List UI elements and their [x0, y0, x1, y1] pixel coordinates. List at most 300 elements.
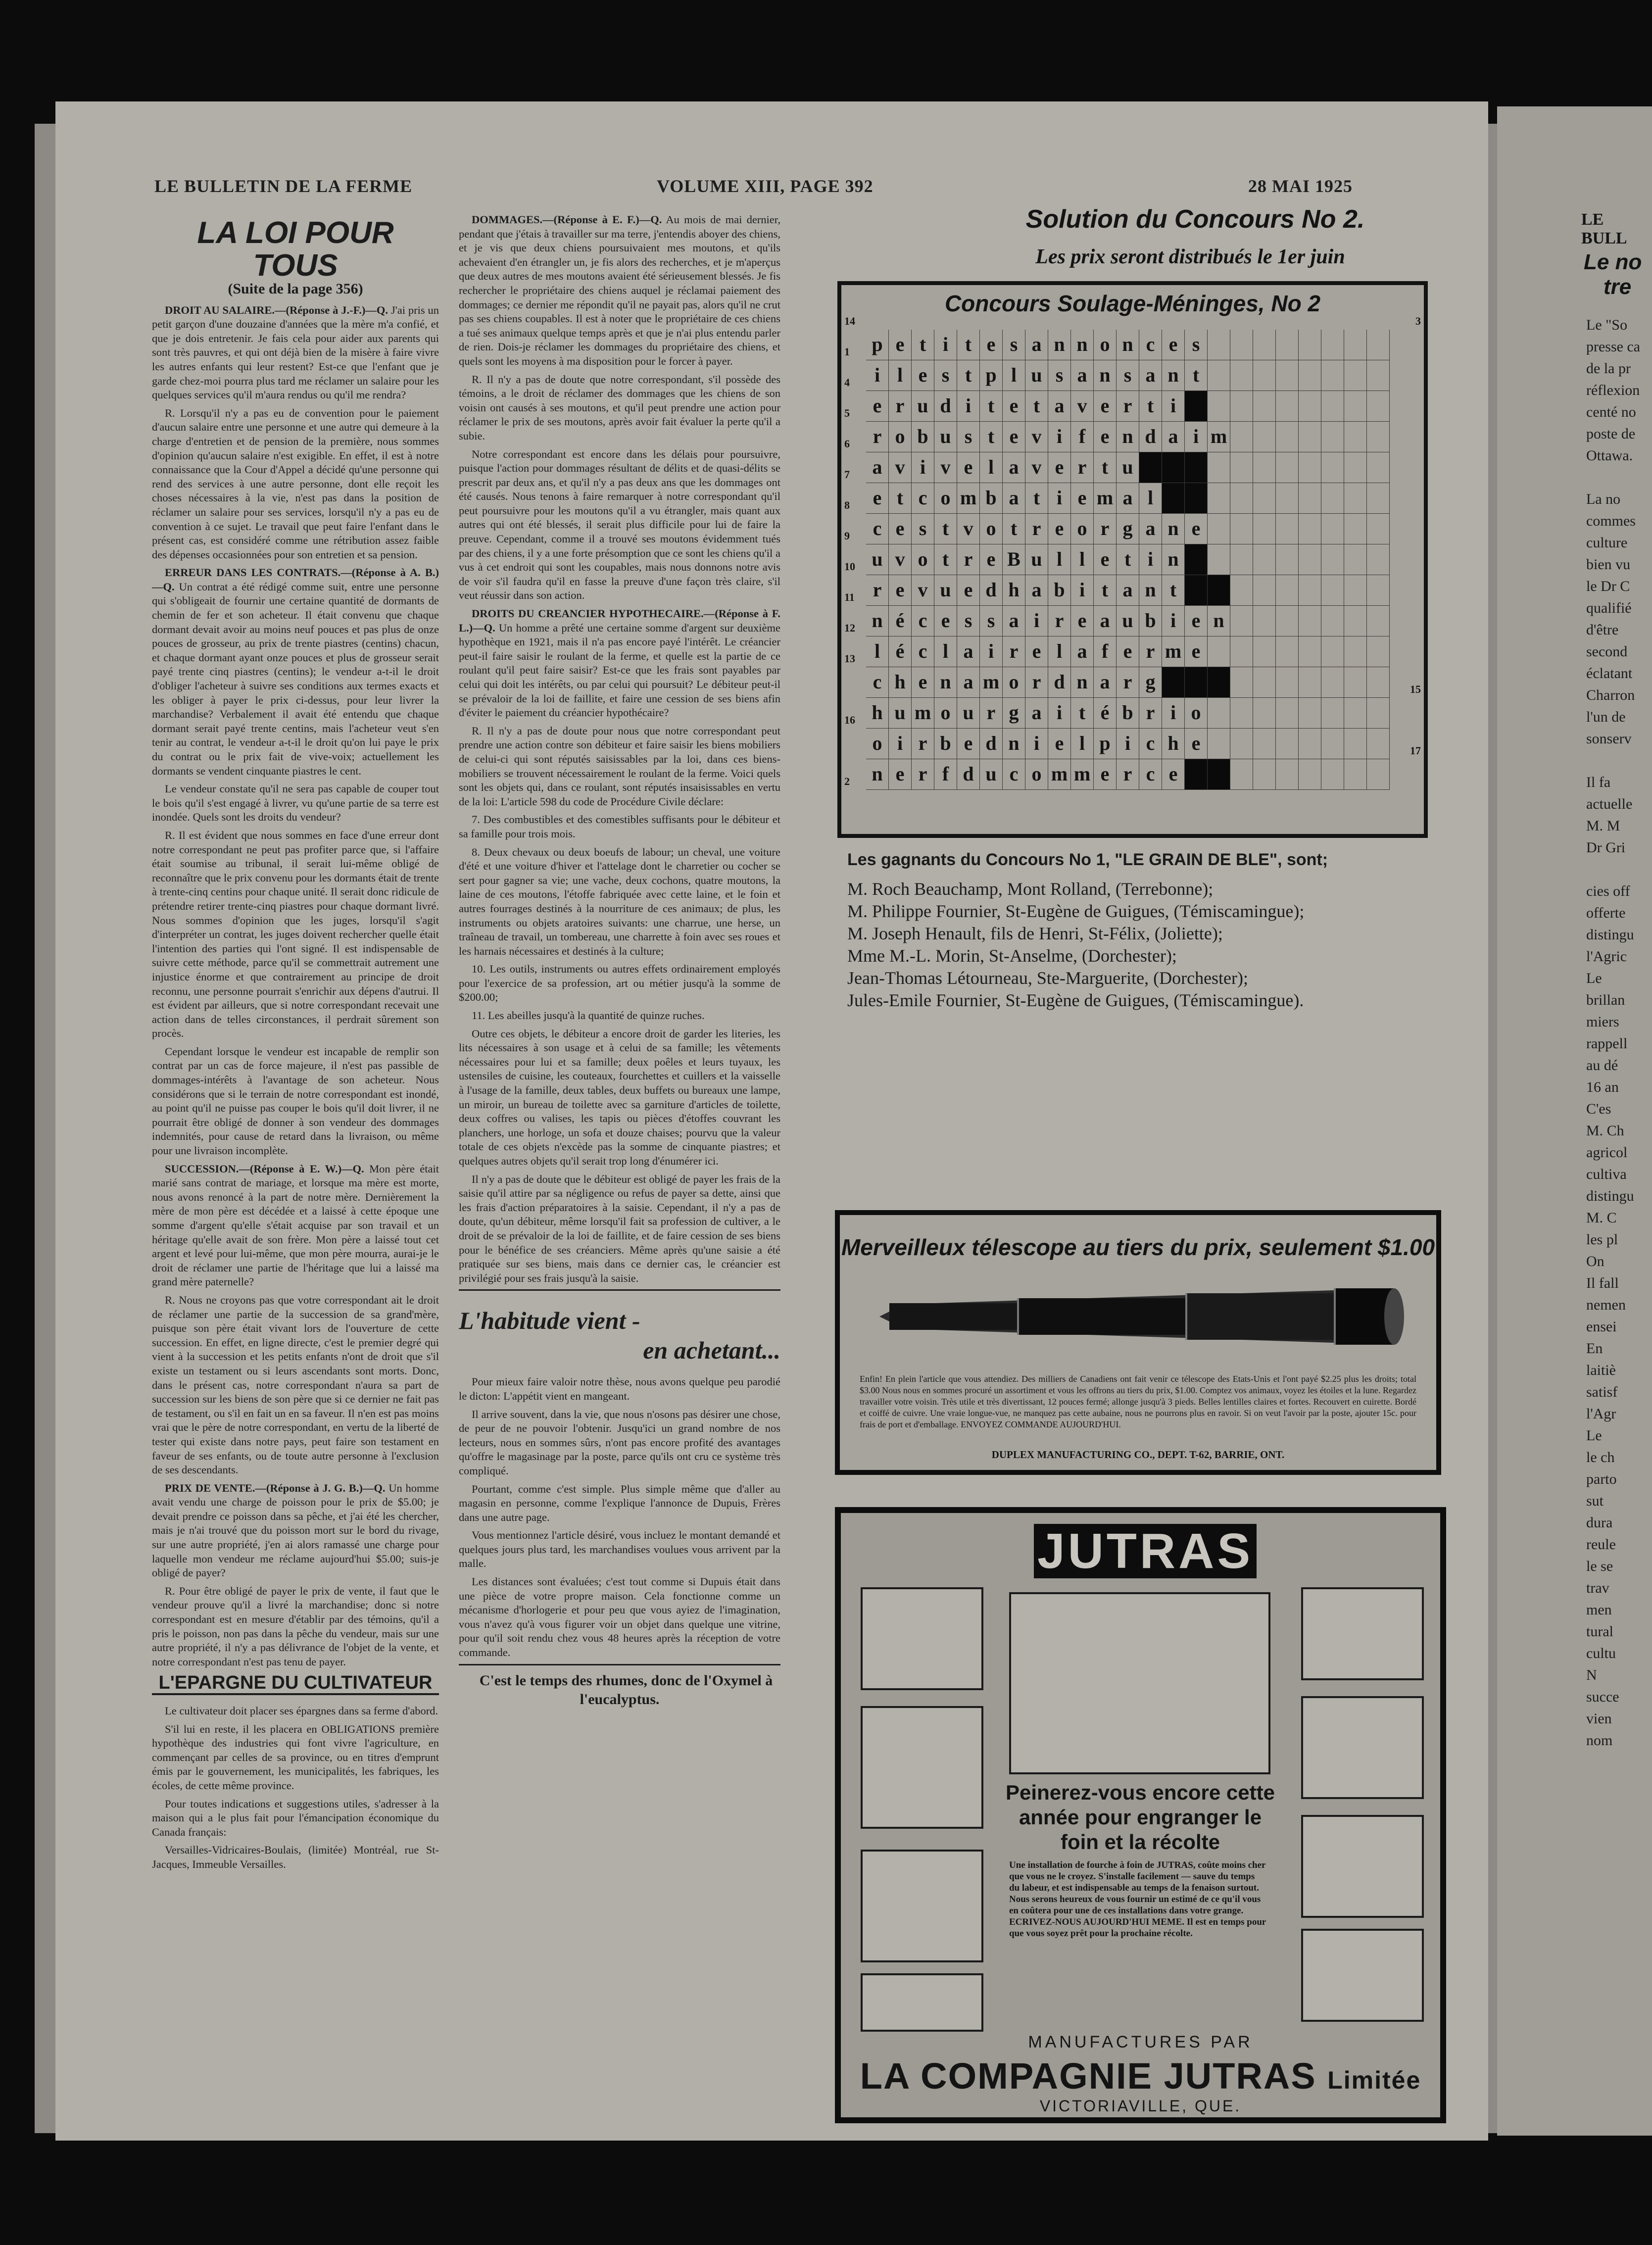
- next-page-line: l'Agr: [1586, 1406, 1616, 1422]
- crossword-cell: [1230, 330, 1253, 360]
- crossword-cell: t: [1117, 544, 1139, 575]
- crossword-cell: i: [1117, 729, 1139, 759]
- crossword-cell: [1253, 544, 1276, 575]
- article-paragraph: [152, 829, 439, 1041]
- question-lead: DROITS DU CREANCIER HYPOTHECAIRE.—(Réponse à F. L.)—Q.: [459, 607, 780, 634]
- crossword-cell: c: [912, 636, 934, 667]
- crossword-cell: [1253, 422, 1276, 452]
- next-page-line: le se: [1586, 1558, 1613, 1574]
- crossword-cell: v: [1071, 391, 1094, 422]
- track-illustration: [1301, 1587, 1424, 1680]
- crossword-cell: u: [866, 544, 889, 575]
- running-head-volume: VOLUME XIII, PAGE 392: [657, 176, 874, 196]
- crossword-cell: [1276, 759, 1299, 790]
- paragraph-text: Notre correspondant est encore dans les délais pour poursuivre, puisque l'action pour dommages résultant de délits et de quasi-délits se prescrit par deux ans, et qu'il n'y a pas deux ans que les dommages ont été causés. Nous tenons à faire remarquer à notre correspondant qu'il peut poursuivre pour les moutons qu'il a vu étrangler, mais quant aux autres qui ont été blessés, il serait plus difficile pour lui de faire la preuve. Cependant, comme il a trouvé ses moutons évidemment tués par des chiens, il y a une forte présomption que ce sont les chiens qu'il a vus à cet endroit qui sont les coupables, mais nous donnons notre avis de voir s'il faudra qu'il en fasse la preuve d'une façon très claire, s'il veut réussir dans son action.: [459, 447, 780, 602]
- crossword-cell: n: [1162, 360, 1185, 391]
- winner-entry: M. Joseph Henault, fils de Henri, St-Félix, (Joliette);: [847, 924, 1223, 943]
- crossword-cell: [1208, 483, 1230, 514]
- crossword-cell: n: [1162, 514, 1185, 544]
- crossword-clue-number: 13: [844, 652, 855, 665]
- next-page-line: dura: [1586, 1514, 1613, 1531]
- crossword-cell: d: [957, 759, 980, 790]
- crossword-cell: [1208, 360, 1230, 391]
- article-paragraph: [152, 782, 439, 825]
- winner-entry: M. Roch Beauchamp, Mont Rolland, (Terrebonne);: [847, 879, 1214, 899]
- crossword-cell: e: [889, 514, 912, 544]
- crossword-cell: c: [912, 483, 934, 514]
- next-page-line: Le: [1586, 970, 1602, 986]
- jutras-limited: Limitée: [1327, 2066, 1421, 2094]
- crossword-clue-number: 7: [844, 468, 850, 481]
- crossword-cell: r: [866, 422, 889, 452]
- crossword-cell: [1230, 606, 1253, 636]
- crossword-cell: [1367, 483, 1390, 514]
- crossword-cell: t: [1025, 483, 1048, 514]
- next-page-line: On: [1586, 1253, 1604, 1269]
- next-page-line: En: [1586, 1340, 1603, 1357]
- crossword-cell: [1276, 452, 1299, 483]
- crossword-clue-number: 10: [844, 560, 855, 573]
- crossword-cell: [1276, 667, 1299, 698]
- crossword-cell: [1208, 575, 1230, 606]
- crossword-cell: n: [1048, 330, 1071, 360]
- crossword-cell: b: [1048, 575, 1071, 606]
- next-page-line: au dé: [1586, 1057, 1618, 1074]
- paragraph-text: R. Nous ne croyons pas que votre correspondant ait le droit de réclamer une partie de la succession de sa grand'mère, puisque son père était vivant lors de l'ouverture de cette succession. En effet, en ligne directe, c'est le premier degré qui vient à la succession et les petits enfants n'ont de droit que s'il existe un testament ou si leurs ascendants sont morts. Donc, dans le présent cas, notre correspondant n'aura sa part de succession sur les biens de son père que si ce dernier ne fait pas de testament, ou s'il en fait un en sa faveur. Il n'en est pas moins vrai que le père de notre correspondant, en vertu de la liberté de tester qui existe dans notre pays, peut faire son testament en faveur de ses enfants, ou de toute autre personne à l'exclusion de ses descendants.: [152, 1293, 439, 1476]
- crossword-solution: [837, 281, 1428, 838]
- paragraph-text: Un homme a prêté une certaine somme d'argent sur deuxième hypothèque en 1921, mais il n'a pas encore payé l'intérêt. Le créancier peut-il faire saisir le roulant de la ferme, et quelle est la partie de ce roulant qu'il peut faire saisir? Est-ce que les frais sont payables par celui qui doit les intérêts, ou par celui qui poursuit? Le débiteur peut-il se prévaloir de la loi de faillite, et faire une cession de ses biens afin d'éviter le paiement du créancier hypothécaire?: [459, 621, 780, 719]
- next-page-line: ensei: [1586, 1318, 1617, 1335]
- jutras-headline: Peinerez-vous encore cette année pour engranger le foin et la récolte: [1006, 1781, 1275, 1854]
- crossword-cell: a: [957, 667, 980, 698]
- crossword-cell: [1344, 544, 1367, 575]
- article-paragraph: Le cultivateur doit placer ses épargnes dans sa ferme d'abord.: [165, 1705, 438, 1717]
- crossword-cell: r: [1025, 667, 1048, 698]
- article-paragraph: [152, 1162, 439, 1289]
- epargne-article: [152, 1704, 439, 1872]
- crossword-cell: a: [1025, 330, 1048, 360]
- article-paragraph: [459, 845, 780, 959]
- next-page-line: distingu: [1586, 1188, 1634, 1204]
- crossword-cell: [1230, 452, 1253, 483]
- crossword-cell: u: [1117, 452, 1139, 483]
- paragraph-text: Cependant lorsque le vendeur est incapable de remplir son contrat par un cas de force majeure, il n'est pas passible de dommages-intérêts à l'avantage de son acheteur. Nous considérons que si le terrain de notre correspondant est inondé, au point qu'il ne puisse pas couper le bois qu'il doit livrer, il ne pourrait être obligé de donner à son vendeur des dommages indemnités, pour cause de retard dans la livraison, ou même pour une livraison incomplète.: [152, 1045, 439, 1157]
- crossword-cell: [1276, 544, 1299, 575]
- crossword-cell: [1299, 452, 1321, 483]
- crossword-cell: p: [1094, 729, 1117, 759]
- crossword-cell: a: [1094, 606, 1117, 636]
- paragraph-text: Le vendeur constate qu'il ne sera pas capable de couper tout le bois qu'il s'est engagé à livrer, vu qu'une partie de sa terre est inondée. Quels sont les droits du vendeur?: [152, 782, 439, 824]
- article-title-habitude: [459, 1306, 780, 1365]
- crossword-cell: v: [1025, 452, 1048, 483]
- next-page-line: C'es: [1586, 1101, 1611, 1117]
- crossword-cell: [1321, 422, 1344, 452]
- crossword-cell: [1321, 360, 1344, 391]
- crossword-cell: i: [1162, 391, 1185, 422]
- crossword-cell: h: [889, 667, 912, 698]
- crossword-cell: [1208, 391, 1230, 422]
- next-page-line: Il fa: [1586, 774, 1611, 790]
- crossword-cell: t: [980, 391, 1003, 422]
- paragraph-text: R. Pour être obligé de payer le prix de vente, il faut que le vendeur prouve qu'il a livré la marchandise; donc si notre correspondant est en mesure d'établir par des témoins, qu'il a pris le poisson, non pas dans la pêche du vendeur, mais sur une autre propriété, il n'y a pas délivrance de l'objet de la vente, et notre correspondant n'est pas tenu de payer.: [152, 1584, 439, 1668]
- divider: [459, 1664, 780, 1665]
- crossword-cell: [1276, 636, 1299, 667]
- crossword-cell: [1299, 575, 1321, 606]
- question-lead: SUCCESSION.—(Réponse à E. W.)—Q.: [165, 1162, 364, 1175]
- crossword-cell: t: [934, 514, 957, 544]
- next-page-line: reule: [1586, 1536, 1616, 1553]
- crossword-cell: o: [934, 483, 957, 514]
- crossword-cell: e: [1094, 759, 1117, 790]
- next-page-line: sonserv: [1586, 731, 1632, 747]
- winner-entry: Jules-Emile Fournier, St-Eugène de Guigues, (Témiscamingue).: [847, 990, 1304, 1010]
- crossword-cell: o: [980, 514, 1003, 544]
- crossword-cell: t: [957, 360, 980, 391]
- crossword-cell: d: [1139, 422, 1162, 452]
- next-page-line: culture: [1586, 535, 1628, 551]
- jutras-company-name: LA COMPAGNIE JUTRAS: [860, 2055, 1316, 2097]
- crossword-cell: [1299, 636, 1321, 667]
- paragraph-text: Un contrat a été rédigé comme suit, entre une personne qui s'obligeait de fournir une certaine quantité de dormants de chemin de fer et son acheteur. Il était convenu que chaque dormant devait avoir au moins neuf pouces et pas plus de onze pouces de grosseur, au prix de trente piastres (centins) chacun, et chaque dormant ayant onze pouces et plus de grosseur serait payé trente cinq piastres (centins); le vendeur a-t-il le droit d'obliger l'acheteur à suivre ses conditions aux termes exacts et les obliger à payer le prix ci-dessus, pour leur livrer la marchandise? Verbalement il avait été entendu que chaque dormant serait payé trente centins, mais l'acheteur veut s'en tenir au contrat, le vendeur a-t-il le droit qu'on lui paye le prix du contrat ou le prix fait de vive-voix; actuellement les dormants se vendent cinquante piastres le cent.: [152, 580, 439, 777]
- crossword-cell: v: [1025, 422, 1048, 452]
- next-page-line: La no: [1586, 491, 1621, 507]
- crossword-cell: r: [912, 729, 934, 759]
- legal-qa-articles: [152, 303, 439, 1669]
- crossword-cell: [1162, 483, 1185, 514]
- crossword-cell: [1185, 759, 1208, 790]
- crossword-cell: [1253, 575, 1276, 606]
- paragraph-text: Mon père était marié sans contrat de mariage, et lorsque ma mère est morte, nous avons renoncé à la part de notre mère. Dernièrement la mère de mon père est décédée et a laissé à cette époque une somme d'argent qu'elle s'était acquise par son travail et un héritage qu'elle avait de son frère. Mon père a laissé tout cet argent et levé pour lui-même, que mon père mourra, aurai-je le droit de réclamer une partie de l'héritage que lui a laissé ma grand mère paternelle?: [152, 1162, 439, 1288]
- pulley-illustration: [861, 1973, 983, 2032]
- crossword-cell: [1253, 759, 1276, 790]
- crossword-cell: e: [866, 391, 889, 422]
- crossword-cell: o: [889, 422, 912, 452]
- crossword-cell: t: [1185, 360, 1208, 391]
- article-paragraph: Pourtant, comme c'est simple. Plus simple même que d'aller au magasin en personne, comme l'explique l'annonce de Dupuis, Frères dans une autre page.: [459, 1482, 780, 1523]
- jutras-made-by: MANUFACTURES PAR: [1028, 2033, 1253, 2051]
- crossword-cell: a: [1139, 360, 1162, 391]
- crossword-cell: a: [1025, 575, 1048, 606]
- crossword-cell: o: [1071, 514, 1094, 544]
- crossword-cell: a: [957, 636, 980, 667]
- article-paragraph: [459, 724, 780, 809]
- crossword-cell: l: [1139, 483, 1162, 514]
- crossword-cell: [1208, 452, 1230, 483]
- crossword-cell: i: [934, 330, 957, 360]
- crossword-cell: u: [1117, 606, 1139, 636]
- crossword-cell: [1185, 483, 1208, 514]
- crossword-cell: n: [1094, 360, 1117, 391]
- crossword-cell: [1276, 514, 1299, 544]
- crossword-cell: [1321, 544, 1344, 575]
- article-paragraph: [459, 1172, 780, 1286]
- next-page-line: N: [1586, 1667, 1597, 1683]
- next-page-line: men: [1586, 1602, 1612, 1618]
- crossword-cell: a: [1003, 452, 1025, 483]
- crossword-cell: d: [980, 729, 1003, 759]
- next-page-line: nemen: [1586, 1297, 1626, 1313]
- crossword-cell: t: [1162, 575, 1185, 606]
- crossword-cell: [1299, 514, 1321, 544]
- section-subtitle-suite: (Suite de la page 356): [228, 281, 363, 297]
- crossword-cell: t: [912, 330, 934, 360]
- crossword-cell: u: [889, 698, 912, 729]
- crossword-cell: n: [866, 606, 889, 636]
- crossword-cell: d: [1048, 667, 1071, 698]
- next-page-line: M. M: [1586, 818, 1620, 834]
- crossword-cell: f: [934, 759, 957, 790]
- crossword-cell: [1344, 514, 1367, 544]
- crossword-cell: [1230, 514, 1253, 544]
- winners-list: [847, 849, 1426, 1012]
- crossword-cell: g: [1003, 698, 1025, 729]
- crossword-cell: [1230, 483, 1253, 514]
- crossword-cell: [1299, 667, 1321, 698]
- crossword-cell: [1344, 636, 1367, 667]
- crossword-cell: v: [889, 452, 912, 483]
- next-page-line: presse ca: [1586, 339, 1641, 355]
- crossword-cell: [1208, 636, 1230, 667]
- next-page-line: laitiè: [1586, 1362, 1616, 1378]
- next-page-line: l'un de: [1586, 709, 1626, 725]
- paragraph-text: 11. Les abeilles jusqu'à la quantité de quinze ruches.: [472, 1009, 705, 1022]
- crossword-cell: [1185, 391, 1208, 422]
- crossword-cell: e: [1048, 729, 1071, 759]
- crossword-cell: [1344, 698, 1367, 729]
- crossword-cell: e: [1185, 606, 1208, 636]
- solution-title: Solution du Concours No 2.: [1025, 205, 1365, 234]
- crossword-cell: h: [1162, 729, 1185, 759]
- crossword-clue-number: 11: [844, 591, 855, 603]
- section-title-loi: LA LOI POUR TOUS: [197, 216, 394, 283]
- crossword-cell: [1208, 729, 1230, 759]
- crossword-cell: o: [1025, 759, 1048, 790]
- question-lead: DOMMAGES.—(Réponse à E. F.)—Q.: [472, 213, 662, 226]
- crossword-cell: r: [980, 698, 1003, 729]
- crossword-cell: n: [1117, 422, 1139, 452]
- article-paragraph: [459, 447, 780, 603]
- crossword-cell: [1367, 452, 1390, 483]
- telescope-footer: DUPLEX MANUFACTURING CO., DEPT. T-62, BARRIE, ONT.: [991, 1449, 1285, 1461]
- crossword-cell: s: [934, 360, 957, 391]
- crossword-cell: [1185, 544, 1208, 575]
- crossword-clue-number: 9: [844, 530, 850, 542]
- crossword-cell: [1230, 575, 1253, 606]
- next-page-line: qualifié: [1586, 600, 1632, 616]
- crossword-clue-number: 14: [844, 315, 855, 327]
- crossword-cell: l: [934, 636, 957, 667]
- next-page-line: le ch: [1586, 1449, 1615, 1465]
- crossword-cell: [1230, 422, 1253, 452]
- article-paragraph: [152, 566, 439, 778]
- article-paragraph: [459, 607, 780, 720]
- crossword-cell: e: [1048, 452, 1071, 483]
- next-page-line: poste de: [1586, 426, 1636, 442]
- crossword-cell: c: [1139, 330, 1162, 360]
- next-page-line: réflexion: [1586, 382, 1640, 398]
- hay-fork-mechanism-illustration: [1009, 1592, 1270, 1774]
- crossword-cell: a: [1071, 636, 1094, 667]
- crossword-cell: [1367, 759, 1390, 790]
- crossword-cell: i: [1185, 422, 1208, 452]
- article-paragraph: Les distances sont évaluées; c'est tout comme si Dupuis était dans une pièce de votre propre maison. Cela fonctionne comme un mécanisme d'horlogerie et pour peu que vous ayiez de l'imagination, vous n'avez qu'à vous figurer voir un objet dans quelque une vitrine, pour qu'il soit rendu chez vous 48 heures après la réception de votre commande.: [459, 1575, 780, 1659]
- crossword-cell: e: [1094, 391, 1117, 422]
- winners-names: [847, 878, 1426, 1012]
- crossword-cell: [1344, 483, 1367, 514]
- next-page-line: tural: [1586, 1623, 1613, 1640]
- crossword-cell: [1253, 330, 1276, 360]
- crossword-cell: i: [889, 729, 912, 759]
- rail-illustration: [1301, 1929, 1424, 2022]
- crossword-cell: t: [1071, 698, 1094, 729]
- winner-entry: M. Philippe Fournier, St-Eugène de Guigues, (Témiscamingue);: [847, 901, 1305, 921]
- crossword-cell: [1208, 514, 1230, 544]
- crossword-cell: m: [1162, 636, 1185, 667]
- crossword-cell: d: [934, 391, 957, 422]
- crossword-cell: l: [1071, 544, 1094, 575]
- crossword-cell: [1367, 698, 1390, 729]
- closing-note-oxymel: C'est le temps des rhumes, donc de l'Oxymel à l'eucalyptus.: [479, 1672, 773, 1708]
- paragraph-text: 10. Les outils, instruments ou autres effets ordinairement employés pour l'exercice de sa profession, art ou métier jusqu'à la somme de $200.00;: [459, 963, 780, 1004]
- article-paragraph: Il arrive souvent, dans la vie, que nous n'osons pas désirer une chose, de peur de ne pouvoir l'obtenir. Jusqu'ici un grand nombre de nos lecteurs, nous en sommes sûrs, n'ont pas encore profité des avantages qu'offre le magasinage par la poste, parce qu'ils ont cru ce système très compliqué.: [459, 1408, 780, 1477]
- crossword-cell: i: [1048, 483, 1071, 514]
- article-paragraph: [152, 1045, 439, 1158]
- crossword-clue-number: 3: [1415, 315, 1421, 327]
- article-paragraph: Vous mentionnez l'article désiré, vous incluez le montant demandé et quelques jours plus tard, les marchandises voulues vous arrivent par la malle.: [459, 1529, 780, 1570]
- next-page-line: bien vu: [1586, 556, 1631, 573]
- paragraph-text: R. Il est évident que nous sommes en face d'une erreur dont notre correspondant ne peut pas profiter parce que, si l'affaire était soumise au tribunal, il serait lui-même obligé de reconnaître que le prix convenu pour les dormants était de trente à trente-cinq centins pour chaque unité. Il serait donc ridicule de prétendre retirer trente-cinq piastres pour chaque dormant livré. Nous sommes d'opinion que les juges, lorsqu'il s'agit d'interpréter un contrat, les juges doivent rechercher quelle était l'intention des parties qui l'ont signé. Il est indispensable de suivre cette méthode, parce qu'il se commettrait autrement une injustice énorme et que contrairement au principe de droit reconnu, une personne pourrait s'enrichir aux dépens d'autrui. Il est évident par ailleurs, que si notre correspondant recevait une action dans de telles circonstances, il perdrait sûrement son procès.: [152, 829, 439, 1040]
- crossword-cell: e: [957, 729, 980, 759]
- crossword-grid: [866, 330, 1401, 830]
- crossword-cell: n: [934, 667, 957, 698]
- crossword-cell: a: [1025, 698, 1048, 729]
- article-paragraph: [152, 1293, 439, 1477]
- crossword-cell: i: [1048, 698, 1071, 729]
- jutras-city: VICTORIAVILLE, QUE.: [1039, 2097, 1242, 2115]
- crossword-cell: [1208, 544, 1230, 575]
- crossword-cell: u: [957, 698, 980, 729]
- article-title-line-1: L'habitude vient -: [459, 1307, 640, 1335]
- crossword-cell: e: [1185, 514, 1208, 544]
- crossword-cell: r: [1003, 636, 1025, 667]
- paragraph-text: 8. Deux chevaux ou deux boeufs de labour; un cheval, une voiture d'été et une voiture d'hiver et l'attelage dont le charretier ou cocher se sert pour gagner sa vie; une vache, deux cochons, quatre moutons, la laine de ces moutons, l'étoffe fabriquée avec cette laine, et le foin et autres fourrages destinés à la nourriture de ces animaux; de plus, les instruments ou objets aratoires suivants: une charrue, une herse, un traîneau de travail, un tombereau, une charrette à foin avec ses roues et les harnais nécessaires et destinés à la culture;: [459, 845, 780, 957]
- crossword-cell: t: [934, 544, 957, 575]
- crossword-cell: i: [1162, 606, 1185, 636]
- crossword-cell: [1230, 544, 1253, 575]
- next-page-line: Le: [1586, 1427, 1602, 1444]
- question-lead: PRIX DE VENTE.—(Réponse à J. G. B.)—Q.: [165, 1481, 386, 1494]
- crossword-cell: [1253, 729, 1276, 759]
- crossword-cell: c: [1003, 759, 1025, 790]
- crossword-cell: r: [1117, 759, 1139, 790]
- crossword-cell: u: [980, 759, 1003, 790]
- telescope-illustration: [870, 1269, 1409, 1364]
- winner-entry: Mme M.-L. Morin, St-Anselme, (Dorchester);: [847, 946, 1177, 966]
- crossword-cell: s: [1048, 360, 1071, 391]
- crossword-cell: [1276, 698, 1299, 729]
- crossword-cell: a: [1117, 575, 1139, 606]
- crossword-cell: e: [1094, 422, 1117, 452]
- article-paragraph: [459, 373, 780, 443]
- next-page-line: cultu: [1586, 1645, 1616, 1661]
- winners-heading: Les gagnants du Concours No 1, "LE GRAIN DE BLE", sont;: [847, 850, 1328, 869]
- sling-illustration: [1301, 1815, 1424, 1918]
- crossword-cell: e: [889, 330, 912, 360]
- jutras-advertisement: [835, 1507, 1446, 2123]
- paragraph-text: Au mois de mai dernier, pendant que j'étais à travailler sur ma terre, j'entendis aboyer des chiens, et je vis que deux chiens poursuivaient mes moutons, et qu'ils achevaient d'en étrangler un, je fis alors des recherches, et je m'aperçus que deux autres de mes moutons avaient été sérieusement blessés. Je fis rechercher le propriétaire des chiens auquel je réclamai paiement des dommages; ce dernier me répondit qu'il ne payait pas, alors qu'il ne crut pas ses chiens coupables. Il est à noter que le propriétaire de ces chiens a tué ses animaux quelque temps après et que je n'ai plus entendu parler de rien. Dois-je réclamer les dommages du propriétaire des chiens, et quels sont les moyens à ma disposition pour le forcer à payer.: [459, 213, 780, 367]
- next-page-text: [1586, 314, 1640, 1752]
- crossword-cell: u: [1025, 544, 1048, 575]
- crossword-cell: [1253, 360, 1276, 391]
- crossword-cell: e: [1025, 636, 1048, 667]
- next-page-line: succe: [1586, 1689, 1619, 1705]
- paragraph-text: J'ai pris un petit garçon d'une douzaine d'années que la mère m'a confié, et que je dois entretenir. Je fais cela pour aider aux parents qui sont très pauvres, et qui ont déjà bien de la misère à faire vivre les autres enfants qui leur restent? Est-ce que l'enfant que je garde chez-moi pourra plus tard me réclamer un salaire pour les quelques services qu'il m'aura rendus ou qu'il me rendra?: [152, 303, 439, 401]
- crossword-cell: [1299, 606, 1321, 636]
- crossword-cell: [1299, 759, 1321, 790]
- crossword-cell: m: [980, 667, 1003, 698]
- crossword-clue-number: 8: [844, 499, 850, 511]
- crossword-cell: [1253, 667, 1276, 698]
- newspaper-page: [55, 101, 1488, 2141]
- next-page-line: M. C: [1586, 1210, 1617, 1226]
- crossword-cell: o: [1185, 698, 1208, 729]
- crossword-cell: a: [866, 452, 889, 483]
- paragraph-text: Il n'y a pas de doute que le débiteur est obligé de payer les frais de la saisie qu'il attire par sa négligence ou refus de payer sa dette, ainsi que les frais d'action préparatoires à la saisie. Cependant, il n'y a pas de doute, qu'un débiteur, même lorsqu'il fait sa profession de cultiver, a le droit de se prévaloir de la loi de faillite, et de faire cession de ses biens pour le bénéfice de ses créanciers. Même après qu'une saisie a été pratiquée sur ses biens, mais dans ce dernier cas, le créancier est privilégié pour ses frais jusqu'à la saisie.: [459, 1172, 780, 1284]
- crossword-cell: [1276, 391, 1299, 422]
- crossword-cell: o: [866, 729, 889, 759]
- crossword-cell: t: [1003, 514, 1025, 544]
- crossword-cell: e: [889, 575, 912, 606]
- crossword-cell: e: [889, 759, 912, 790]
- article-paragraph: Versailles-Vidricaires-Boulais, (limitée) Montréal, rue St-Jacques, Immeuble Versailles.: [152, 1844, 439, 1870]
- crossword-cell: s: [980, 606, 1003, 636]
- crossword-cell: b: [980, 483, 1003, 514]
- crossword-cell: m: [957, 483, 980, 514]
- paragraph-text: Un homme avait vendu une charge de poisson pour le prix de $5.00; je devait prendre ce poisson dans sa pêche, et j'ai été les chercher, mais je n'ai trouvé que du poisson mort sur le bord du rivage, sur une autre propriété, j'en ai alors ramassé une charge pour laquelle mon vendeur me réclame aujourd'hui $5.00; suis-je obligé de payer?: [152, 1481, 439, 1579]
- crossword-cell: i: [1025, 729, 1048, 759]
- next-page-line: [1586, 467, 1640, 488]
- crossword-cell: a: [1117, 483, 1139, 514]
- crossword-cell: t: [889, 483, 912, 514]
- crossword-cell: u: [934, 422, 957, 452]
- crossword-cell: b: [934, 729, 957, 759]
- crossword-cell: o: [912, 544, 934, 575]
- crossword-cell: e: [912, 360, 934, 391]
- crossword-cell: [1367, 330, 1390, 360]
- crossword-cell: t: [1094, 452, 1117, 483]
- next-page-line: vien: [1586, 1710, 1612, 1727]
- crossword-cell: [1344, 452, 1367, 483]
- crossword-clue-number: 17: [1410, 744, 1421, 757]
- next-page-line: rappell: [1586, 1035, 1628, 1052]
- crossword-cell: [1299, 483, 1321, 514]
- crossword-cell: l: [1003, 360, 1025, 391]
- crossword-cell: c: [912, 606, 934, 636]
- crossword-cell: [1299, 544, 1321, 575]
- crossword-cell: a: [1003, 606, 1025, 636]
- crossword-cell: n: [1071, 330, 1094, 360]
- crossword-cell: l: [980, 452, 1003, 483]
- running-head-publication: LE BULLETIN DE LA FERME: [154, 176, 413, 196]
- crossword-cell: [1230, 636, 1253, 667]
- crossword-cell: [1276, 483, 1299, 514]
- next-page-line: [1586, 859, 1640, 880]
- next-page-line: distingu: [1586, 927, 1634, 943]
- crossword-cell: [1139, 452, 1162, 483]
- crossword-title: Concours Soulage-Méninges, No 2: [944, 291, 1321, 316]
- crossword-cell: l: [889, 360, 912, 391]
- article-paragraph: [459, 1027, 780, 1169]
